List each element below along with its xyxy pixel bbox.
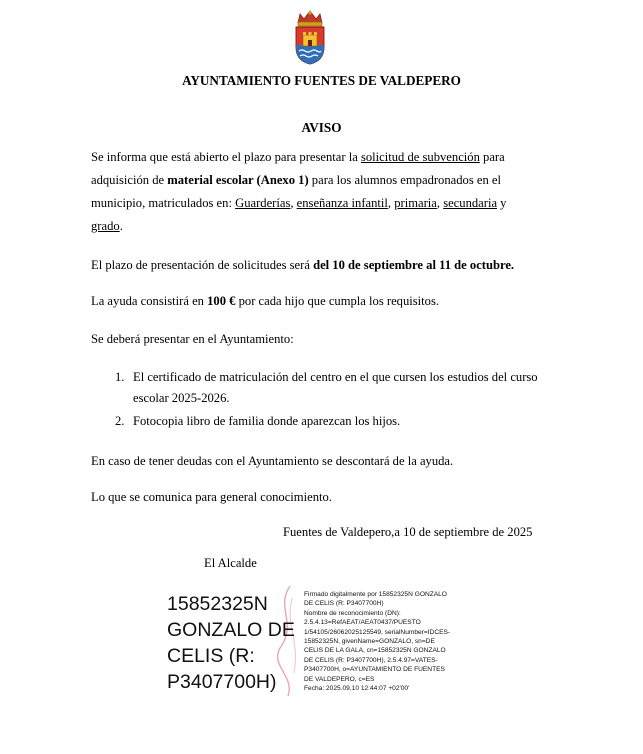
level-secondary: secundaria <box>443 196 498 210</box>
separator: , <box>387 196 395 210</box>
list-number: 1. <box>115 370 125 384</box>
signer-name-block: 15852325N GONZALO DE CELIS (R: P3407700H) <box>167 593 295 693</box>
list-number: 2. <box>115 414 125 428</box>
deadline-text: El plazo de presentación de solicitudes será <box>91 258 314 272</box>
level-degree: grado <box>91 219 120 233</box>
school-material-text: material escolar (Anexo 1) <box>167 173 309 187</box>
list-item <box>115 411 545 432</box>
intro-text: para los alumnos empadronados en el municipio, matriculados en: <box>91 173 502 210</box>
debts-note: En caso de tener deudas con el Ayuntamiento se descontará de la ayuda. <box>91 454 454 468</box>
deadline-dates: del 10 de septiembre al 11 de octubre. <box>313 258 515 272</box>
amount-text: La ayuda consistirá en <box>91 294 208 308</box>
list-item-text: Fotocopia libro de familia donde aparezcan los hijos. <box>133 414 401 428</box>
digital-signature-details: Firmado digitalmente por 15852325N GONZALO DE CELIS (R: P3407700H) Nombre de reconocimiento (DN): 2.5.4.13=RefAEAT/AEAT0437/PUESTO 1/54105/26062025125549, serialNumber=IDCES-15852325N, givenName=GONZALO, sn=DE CELIS DE LA GALA, cn=15852325N GONZALO DE CELIS (R: P3407700H), 2.5.4.97=VATES-P3407700H, o=AYUNTAMIENTO DE FUENTES DE VALDEPERO, c=ES Fecha: 2025.09.10 12:44:07 +02'00' <box>304 591 451 693</box>
signer-title: El Alcalde <box>204 556 257 570</box>
intro-text: Se informa que está abierto el plazo para presentar la <box>91 150 361 164</box>
separator: , <box>290 196 297 210</box>
intro-text: para adquisición de <box>91 150 505 187</box>
separator: y <box>497 196 507 210</box>
intro-paragraph <box>91 146 541 238</box>
submit-intro: Se deberá presentar en el Ayuntamiento: <box>91 332 294 346</box>
separator: , <box>436 196 444 210</box>
amount-paragraph <box>91 290 541 313</box>
place-date: Fuentes de Valdepero,a 10 de septiembre de 2025 <box>283 525 533 539</box>
subsidy-request-text: solicitud de subvención <box>360 150 480 164</box>
level-primary: primaria <box>394 196 437 210</box>
deadline-paragraph <box>91 254 541 277</box>
closing-text: Lo que se comunica para general conocimiento. <box>91 490 332 504</box>
organization-title: AYUNTAMIENTO FUENTES DE VALDEPERO <box>182 73 461 88</box>
notice-title: AVISO <box>301 120 342 135</box>
list-item <box>115 367 545 409</box>
level-infant: enseñanza infantil <box>296 196 388 210</box>
amount-text: por cada hijo que cumpla los requisitos. <box>235 294 440 308</box>
level-nursery: Guarderías <box>235 196 291 210</box>
separator: . <box>119 219 123 233</box>
amount-value: 100 € <box>207 294 236 308</box>
coat-of-arms-icon <box>290 9 330 66</box>
requirements-list <box>115 367 545 434</box>
list-item-text: El certificado de matriculación del centro en el que cursen los estudios del curso escolar 2025-2026. <box>133 370 538 405</box>
